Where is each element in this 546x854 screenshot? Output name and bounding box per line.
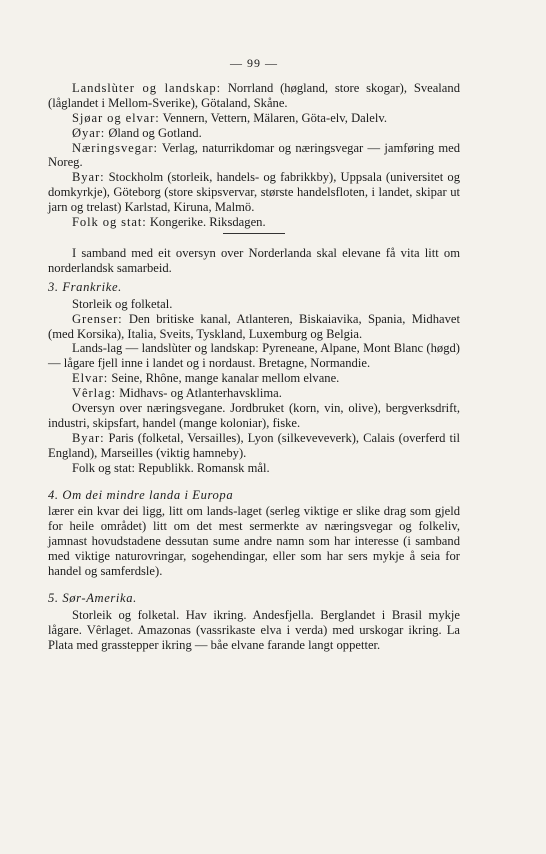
line-text: Paris (folketal, Versailles), Lyon (silkeveveverk), Calais (overferd til England), Marseilles (viktig hamneby). — [48, 430, 460, 460]
line-text: Jordbruket (korn, vin, olive), bergverksdrift, industri, skipsfart, handel (mange koloniar), fiske. — [48, 401, 460, 430]
line-label: Vêrlag: — [72, 386, 117, 401]
france-landscape-line — [48, 341, 460, 371]
line-label: Næringsvegar: — [72, 140, 158, 155]
sweden-industry-line — [48, 141, 460, 171]
line-text: Norrland (høgland, store skogar), Svealand (låglandet i Mellom-Sverike), Götaland, Skåne. — [48, 80, 460, 110]
france-size-line — [48, 297, 460, 312]
france-industry-line — [48, 401, 460, 431]
line-text: Vennern, Vettern, Mälaren, Göta-elv, Dalelv. — [159, 110, 387, 125]
sweden-islands-line — [48, 126, 460, 141]
line-label: Lands-lag — landslùter og landskap: — [72, 341, 259, 356]
line-text: Republikk. Romansk mål. — [134, 460, 270, 475]
heading-south-america: 5. Sør-Amerika. — [48, 591, 137, 605]
sweden-state-line — [48, 215, 460, 230]
line-label: Byar: — [72, 170, 105, 185]
line-label: Folk og stat: — [72, 460, 135, 475]
france-cities-line — [48, 431, 460, 461]
line-text: Kongerike. Riksdagen. — [146, 215, 266, 230]
line-text: Øland og Gotland. — [105, 125, 202, 140]
sweden-section — [48, 81, 460, 230]
line-label: Oversyn over næringsvegane. — [72, 401, 226, 416]
line-text: Midhavs- og Atlanterhavsklima. — [116, 386, 282, 401]
sweden-lakes-line — [48, 111, 460, 126]
line-text: Pyreneane, Alpane, Mont Blanc (høgd) — lågare fjell inne i landet og i nordaust. Bretagne, Normandie. — [48, 341, 460, 371]
line-label: Landslùter og landskap: — [72, 80, 222, 95]
line-label: Folk og stat: — [72, 215, 147, 230]
france-climate-line — [48, 386, 460, 401]
line-text: Seine, Rhône, mange kanalar mellom elvane. — [108, 371, 340, 386]
heading-france: 3. Frankrike. — [48, 279, 122, 294]
line-label: Sjøar og elvar: — [72, 110, 160, 125]
heading-minor-countries: 4. Om dei mindre landa i Europa — [48, 487, 234, 502]
book-page — [48, 56, 460, 653]
line-label: Elvar: — [72, 371, 109, 386]
nordic-intro-paragraph: I samband med eit oversyn over Norderlanda skal elevane få vita litt om norderlandsk samarbeid. — [48, 245, 460, 275]
sweden-landscape-line — [48, 81, 460, 111]
south-america-paragraph: Storleik og folketal. Hav ikring. Andesfjella. Berglandet i Brasil mykje lågare. Vêrlaget. Amazonas (vassrikaste elva i verda) med urskogar ikring. La Plata med grasstepper ikring — båe elvane farande langt oppetter. — [48, 607, 460, 652]
page-number: — 99 — — [230, 56, 278, 70]
line-label: Øyar: — [72, 125, 106, 140]
line-text: Den britiske kanal, Atlanteren, Biskaiavika, Spania, Midhavet (med Korsika), Italia, Sveits, Tyskland, Luxemburg og Belgia. — [48, 311, 460, 341]
section-divider — [223, 233, 285, 234]
france-state-line — [48, 461, 460, 476]
france-borders-line — [48, 312, 460, 342]
sweden-cities-line — [48, 170, 460, 215]
france-rivers-line — [48, 371, 460, 386]
minor-countries-paragraph: lærer ein kvar dei ligg, litt om lands-laget (serleg viktige er slike drag som gjeld for heile området) litt om det mest sermerkte av næringsvegar og folkeliv, jamnast hovudstadene dessutan sume andre namn som har interesse (i samband med viktige naturovringar, sogehendingar, eller som har sers mykje å seia for handel og samferdsle). — [48, 504, 460, 579]
line-text: Stockholm (storleik, handels- og fabrikkby), Uppsala (universitet og domkyrkje), Göteborg (store skipsvervar, største handelsfloten, i landet, skipar ut jarn og trelast) Karlstad, Kiruna, Malmö. — [48, 170, 460, 215]
line-text: Verlag, naturrikdomar og næringsvegar — jamføring med Noreg. — [48, 140, 460, 170]
line-label: Byar: — [72, 430, 105, 445]
line-label: Storleik og folketal. — [72, 296, 173, 311]
line-label: Grenser: — [72, 311, 123, 326]
france-section — [48, 297, 460, 476]
